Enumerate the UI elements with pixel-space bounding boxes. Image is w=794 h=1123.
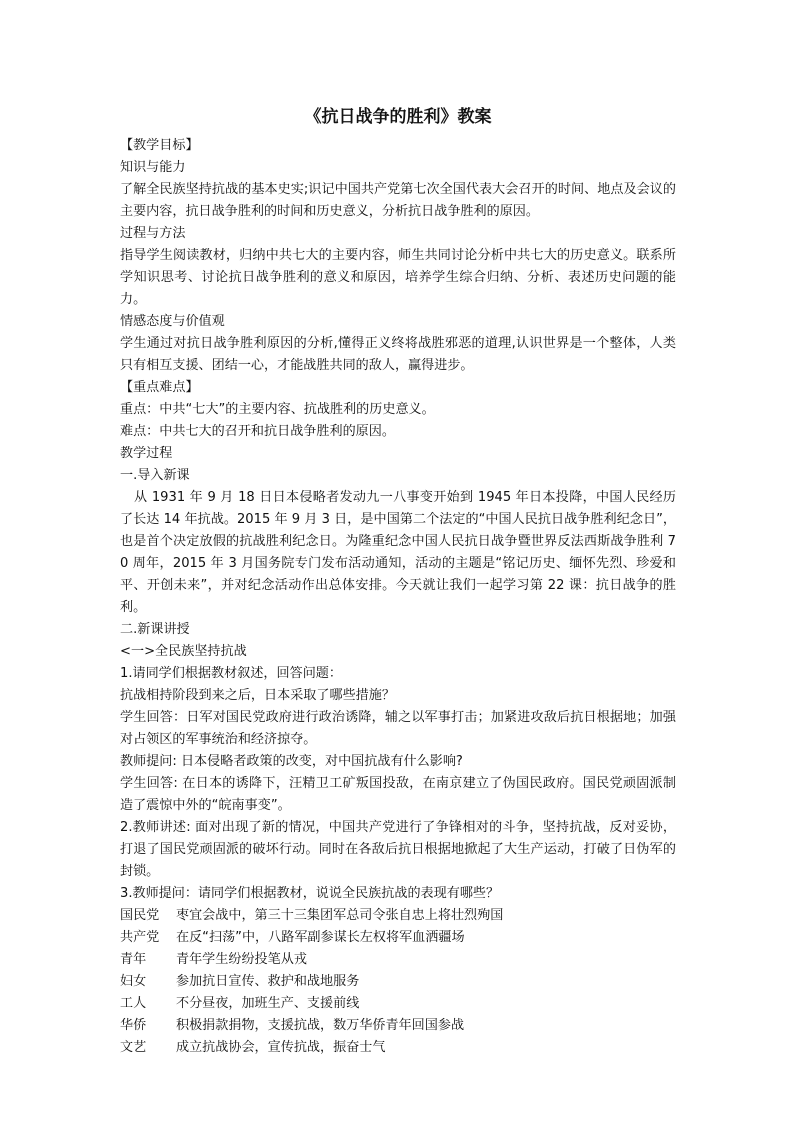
table-row xyxy=(120,1015,503,1037)
subheading-introduction: 一.导入新课 xyxy=(120,468,190,483)
subheading-new-lesson: 二.新课讲授 xyxy=(120,622,190,637)
table-cell-group: 青年 xyxy=(120,952,147,967)
table-cell-desc: 不分昼夜，加班生产、支援前线 xyxy=(176,996,360,1011)
document-body xyxy=(120,104,676,1059)
table-row xyxy=(120,949,503,971)
paragraph-student-answer-1: 学生回答：日军对国民党政府进行政治诱降，辅之以军事打击；加紧进攻敌后抗日根据地；加强对占领区的军事统治和经济掠夺。 xyxy=(120,710,676,747)
paragraph-teacher-narration: 2.教师讲述: 面对出现了新的情况，中国共产党进行了争锋相对的斗争，坚持抗战，反对妥协，打退了国民党顽固派的破坏行动。同时在各敌后抗日根据地掀起了大生产运动，打破了日伪军的封锁。 xyxy=(120,820,676,879)
subheading-process: 过程与方法 xyxy=(120,226,186,241)
table-row xyxy=(120,905,503,927)
table-cell-desc: 在反“扫荡”中，八路军副参谋长左权将军血洒疆场 xyxy=(176,930,465,945)
table-cell-group: 国民党 xyxy=(120,908,160,923)
document-title: 《抗日战争的胜利》教案 xyxy=(304,107,492,127)
paragraph-teacher-question: 教师提问: 日本侵略者政策的改变，对中国抗战有什么影响? xyxy=(120,754,463,769)
section-heading-keypoints: 【重点难点】 xyxy=(120,380,199,395)
paragraph-knowledge: 了解全民族坚持抗战的基本史实;识记中国共产党第七次全国代表大会召开的时间、地点及会议的主要内容，抗日战争胜利的时间和历史意义，分析抗日战争胜利的原因。 xyxy=(120,182,676,219)
table-cell-desc: 枣宜会战中，第三十三集团军总司令张自忠上将壮烈殉国 xyxy=(176,908,504,923)
table-cell-group: 文艺 xyxy=(120,1040,147,1055)
table-cell-group: 妇女 xyxy=(120,974,147,989)
performance-table xyxy=(120,905,503,1059)
table-row xyxy=(120,1037,503,1059)
paragraph-introduction: 从 1931 年 9 月 18 日日本侵略者发动九一八事变开始到 1945 年日本投降，中国人民经历了长达 14 年抗战。2015 年 9 月 3 日，是中国第二个法定的“中国人民抗日战争胜利纪念日”，也是首个决定放假的抗战胜利纪念日。为隆重纪念中国人民抗日战争暨世界反法西斯战争胜利 70 周年，2015 年 3 月国务院专门发布活动通知，活动的主题是“铭记历史、缅怀先烈、珍爱和平、开创未来”，并对纪念活动作出总体安排。今天就让我们一起学习第 22 课：抗日战争的胜利。 xyxy=(120,490,676,615)
paragraph-question-1-text: 抗战相持阶段到来之后，日本采取了哪些措施？ xyxy=(120,688,395,703)
table-row xyxy=(120,971,503,993)
paragraph-keypoint: 重点：中共“七大”的主要内容、抗战胜利的历史意义。 xyxy=(120,402,435,417)
table-cell-desc: 成立抗战协会，宣传抗战，振奋士气 xyxy=(176,1040,386,1055)
table-row xyxy=(120,927,503,949)
table-cell-group: 共产党 xyxy=(120,930,160,945)
paragraph-difficulty: 难点：中共七大的召开和抗日战争胜利的原因。 xyxy=(120,424,395,439)
subheading-part-one: <一>全民族坚持抗战 xyxy=(120,644,247,659)
paragraph-attitude: 学生通过对抗日战争胜利原因的分析,懂得正义终将战胜邪恶的道理,认识世界是一个整体，人类只有相互支援、团结一心，才能战胜共同的敌人，赢得进步。 xyxy=(120,336,676,373)
subheading-attitude: 情感态度与价值观 xyxy=(120,314,225,329)
subheading-knowledge: 知识与能力 xyxy=(120,160,186,175)
table-cell-desc: 积极捐款捐物，支援抗战，数万华侨青年回国参战 xyxy=(176,1018,465,1033)
table-cell-group: 华侨 xyxy=(120,1018,147,1033)
section-heading-process: 教学过程 xyxy=(120,446,173,461)
paragraph-process: 指导学生阅读教材，归纳中共七大的主要内容，师生共同讨论分析中共七大的历史意义。联系所学知识思考、讨论抗日战争胜利的意义和原因，培养学生综合归纳、分析、表述历史问题的能力。 xyxy=(120,248,676,307)
table-cell-desc: 参加抗日宣传、救护和战地服务 xyxy=(176,974,360,989)
paragraph-question-1: 1.请同学们根据教材叙述，回答问题： xyxy=(120,666,342,681)
table-row xyxy=(120,993,503,1015)
table-cell-group: 工人 xyxy=(120,996,147,1011)
paragraph-question-3: 3.教师提问：请同学们根据教材，说说全民族抗战的表现有哪些？ xyxy=(120,886,500,901)
paragraph-student-answer-2: 学生回答: 在日本的诱降下，汪精卫工矿叛国投敌，在南京建立了伪国民政府。国民党顽固派制造了震惊中外的“皖南事变”。 xyxy=(120,776,676,813)
table-cell-desc: 青年学生纷纷投笔从戎 xyxy=(176,952,307,967)
section-heading-objectives: 【教学目标】 xyxy=(120,138,199,153)
